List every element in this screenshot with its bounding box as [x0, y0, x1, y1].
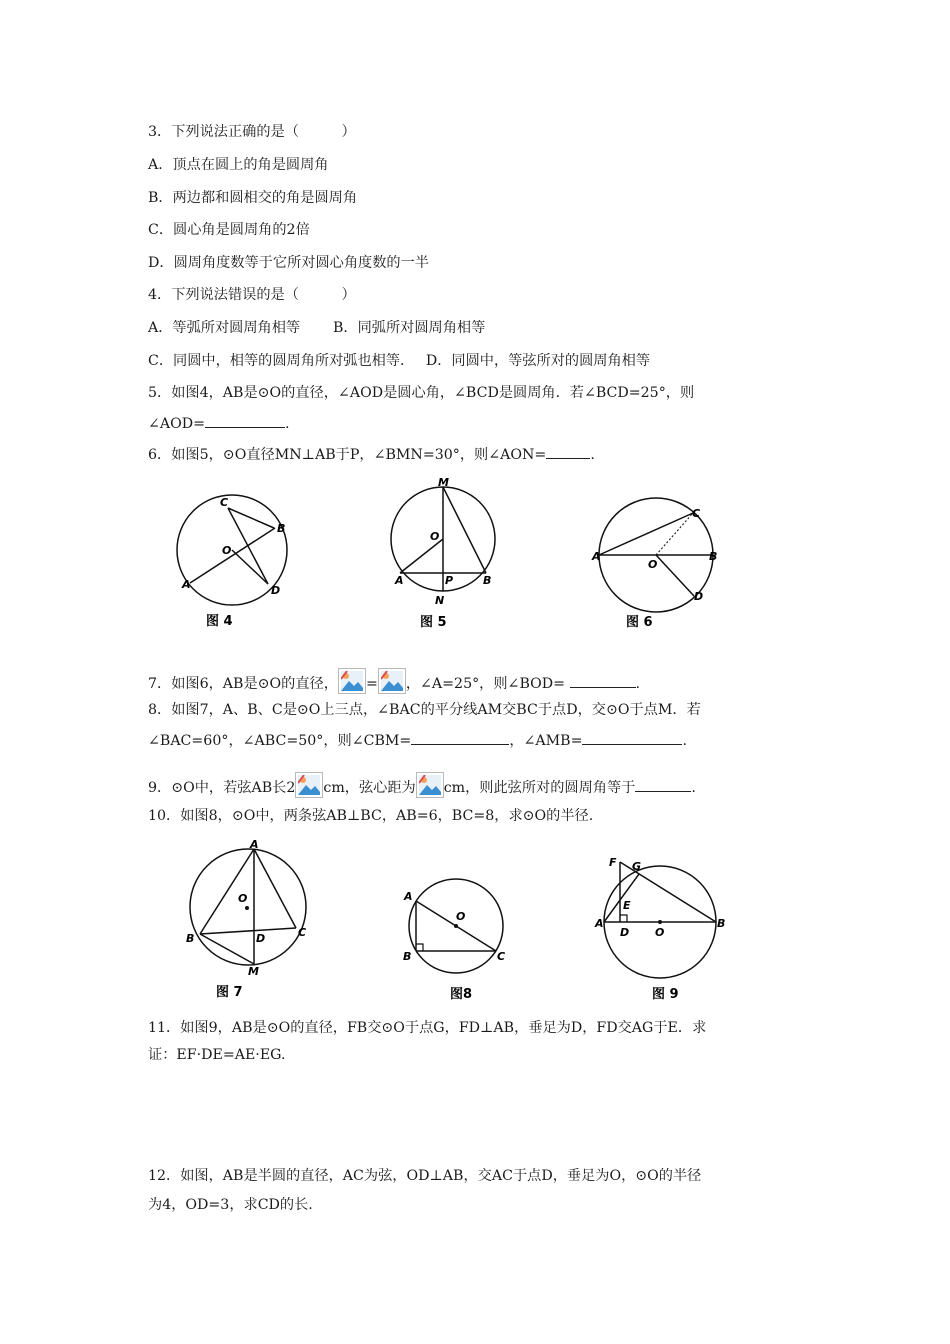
- q11-line1: 11．如图9，AB是⊙O的直径，FB交⊙O于点G，FD⊥AB，垂足为D，FD交AG于E．求: [148, 1020, 707, 1036]
- fig5-label-n: N: [435, 594, 445, 607]
- q9-line: [148, 772, 696, 798]
- fig7-label-b: B: [186, 932, 195, 945]
- fig6-label-c: C: [692, 507, 701, 520]
- q7-mid: ，∠A=25°，则∠BOD=: [405, 676, 570, 692]
- fig4-caption: 图 4: [206, 614, 233, 629]
- fig9-label-f: F: [609, 856, 617, 869]
- answer-blank: [546, 444, 590, 459]
- q6-line: [148, 444, 595, 465]
- fig5-label-a: A: [395, 574, 404, 587]
- fig6-label-b: B: [709, 550, 718, 563]
- broken-image-icon: [338, 668, 366, 694]
- q6-pre: 6．如图5，⊙O直径MN⊥AB于P，∠BMN=30°，则∠AON=: [148, 447, 547, 463]
- q3-option-a: A．顶点在圆上的角是圆周角: [148, 157, 329, 173]
- fig7-label-m: M: [248, 965, 259, 978]
- q12-line2: 为4，OD=3，求CD的长.: [148, 1197, 313, 1213]
- answer-blank: [635, 777, 691, 792]
- fig4-label-o: O: [222, 544, 232, 557]
- figure-6: [590, 500, 730, 639]
- fig7-label-c: C: [298, 926, 307, 939]
- fig6-label-o: O: [648, 558, 658, 571]
- fig4-label-c: C: [220, 496, 229, 509]
- q7-line: [148, 668, 640, 694]
- q10-line: 10．如图8，⊙O中，两条弦AB⊥BC，AB=6，BC=8，求⊙O的半径.: [148, 808, 594, 824]
- fig9-label-o: O: [655, 926, 665, 939]
- fig9-label-e: E: [623, 899, 631, 912]
- q3-stem: 3．下列说法正确的是（ ）: [148, 124, 356, 140]
- broken-image-icon: [416, 772, 444, 798]
- fig8-label-o: O: [456, 910, 466, 923]
- fig7-label-a: A: [250, 838, 259, 851]
- fig8-caption: 图8: [450, 987, 473, 1002]
- q8-line2-mid: ，∠AMB=: [509, 733, 583, 749]
- q6-post: .: [590, 447, 595, 463]
- q11-line2: 证：EF·DE=AE·EG.: [148, 1047, 286, 1063]
- fig9-label-b: B: [717, 917, 726, 930]
- broken-image-icon: [295, 772, 323, 798]
- fig6-label-d: D: [694, 590, 704, 603]
- fig9-label-g: G: [632, 860, 642, 873]
- figure-7: [180, 838, 320, 1012]
- fig8-label-c: C: [497, 950, 506, 963]
- q9-unit1: cm，弦心距为: [323, 780, 416, 796]
- q12-line1: 12．如图，AB是半圆的直径，AC为弦，OD⊥AB，交AC于点D，垂足为O，⊙O的半径: [148, 1168, 702, 1184]
- fig8-label-b: B: [403, 950, 412, 963]
- q7-equals: =: [365, 676, 378, 692]
- answer-blank: [411, 730, 509, 745]
- fig7-label-o: O: [238, 892, 248, 905]
- q9-post: .: [691, 780, 696, 796]
- q8-line1: 8．如图7，A、B、C是⊙O上三点，∠BAC的平分线AM交BC于点D，交⊙O于点M．若: [148, 702, 701, 718]
- q5-line1: 5．如图4，AB是⊙O的直径，∠AOD是圆心角，∠BCD是圆周角．若∠BCD=25°，则: [148, 385, 695, 401]
- q3-option-c: C．圆心角是圆周角的2倍: [148, 222, 310, 238]
- fig5-label-b: B: [483, 574, 492, 587]
- figure-8: [398, 876, 528, 1010]
- fig9-caption: 图 9: [652, 987, 679, 1002]
- q5-line2-pre: ∠AOD=: [148, 416, 206, 432]
- answer-blank: [582, 730, 682, 745]
- answer-blank: [205, 413, 285, 428]
- q3-option-d: D．圆周角度数等于它所对圆心角度数的一半: [148, 255, 429, 271]
- fig5-label-m: M: [438, 476, 449, 489]
- q9-pre: 9．⊙O中，若弦AB长2: [148, 780, 296, 796]
- q5-line2: [148, 413, 290, 434]
- fig8-label-a: A: [404, 890, 413, 903]
- q8-line2: [148, 730, 687, 751]
- q4-options-ab: A．等弧所对圆周角相等 B．同弧所对圆周角相等: [148, 320, 486, 336]
- fig5-label-p: P: [445, 574, 454, 587]
- fig9-label-d: D: [620, 926, 630, 939]
- q4-options-cd: C．同圆中，相等的圆周角所对弧也相等． D．同圆中，等弦所对的圆周角相等: [148, 353, 651, 369]
- fig5-caption: 图 5: [420, 615, 447, 630]
- fig4-label-a: A: [182, 578, 191, 591]
- answer-blank: [570, 673, 636, 688]
- figure-4: [170, 488, 310, 642]
- fig6-label-a: A: [592, 550, 601, 563]
- q4-stem: 4．下列说法错误的是（ ）: [148, 287, 356, 303]
- figure-5: [380, 476, 510, 640]
- fig7-caption: 图 7: [216, 985, 243, 1000]
- fig6-caption: 图 6: [626, 615, 653, 630]
- q8-line2-pre: ∠BAC=60°，∠ABC=50°，则∠CBM=: [148, 733, 412, 749]
- figure-9: [594, 854, 734, 1008]
- q3-option-b: B．两边都和圆相交的角是圆周角: [148, 190, 358, 206]
- fig4-label-d: D: [271, 584, 281, 597]
- q7-pre: 7．如图6，AB是⊙O的直径，: [148, 676, 338, 692]
- fig4-label-b: B: [277, 522, 286, 535]
- q8-line2-post: .: [682, 733, 687, 749]
- q7-post: .: [635, 676, 641, 692]
- fig7-label-d: D: [256, 932, 266, 945]
- broken-image-icon: [378, 668, 406, 694]
- q9-unit2: cm，则此弦所对的圆周角等于: [443, 780, 636, 796]
- q5-line2-post: .: [285, 416, 290, 432]
- fig9-label-a: A: [595, 917, 604, 930]
- fig5-label-o: O: [430, 530, 440, 543]
